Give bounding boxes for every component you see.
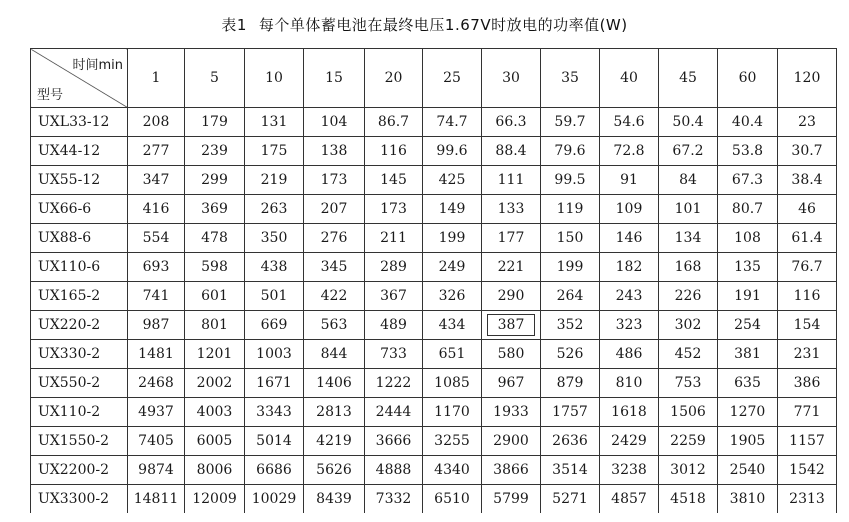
power-value-cell: 369 <box>185 195 245 224</box>
power-value-cell: 425 <box>423 166 482 195</box>
power-value-cell: 74.7 <box>423 108 482 137</box>
power-value-cell: 1406 <box>304 369 365 398</box>
power-value-cell: 753 <box>659 369 718 398</box>
power-value-cell: 3012 <box>659 456 718 485</box>
power-value-cell: 7332 <box>365 485 423 514</box>
power-value-cell: 416 <box>128 195 185 224</box>
power-value-cell: 119 <box>541 195 600 224</box>
power-value-cell: 635 <box>718 369 778 398</box>
model-cell: UXL33-12 <box>31 108 128 137</box>
model-cell: UX66-6 <box>31 195 128 224</box>
power-value-cell: 7405 <box>128 427 185 456</box>
power-value-cell: 179 <box>185 108 245 137</box>
power-value-cell: 987 <box>128 311 185 340</box>
table-row <box>31 398 837 427</box>
model-cell: UX165-2 <box>31 282 128 311</box>
time-header-cell: 10 <box>245 49 304 108</box>
power-value-cell: 4857 <box>600 485 659 514</box>
power-value-cell: 5014 <box>245 427 304 456</box>
power-value-cell: 422 <box>304 282 365 311</box>
power-value-cell: 150 <box>541 224 600 253</box>
power-value-cell: 554 <box>128 224 185 253</box>
power-value-cell: 741 <box>128 282 185 311</box>
table-row <box>31 427 837 456</box>
power-value-cell: 199 <box>541 253 600 282</box>
model-axis-label: 型号 <box>37 88 64 103</box>
power-value-cell: 116 <box>778 282 837 311</box>
power-value-cell: 2900 <box>482 427 541 456</box>
power-value-cell: 108 <box>718 224 778 253</box>
power-value-cell: 177 <box>482 224 541 253</box>
power-value-cell: 243 <box>600 282 659 311</box>
time-header-cell: 25 <box>423 49 482 108</box>
power-value-cell: 1085 <box>423 369 482 398</box>
power-value-cell: 239 <box>185 137 245 166</box>
table-row <box>31 282 837 311</box>
table-row <box>31 195 837 224</box>
table-body <box>31 108 837 514</box>
model-cell: UX1550-2 <box>31 427 128 456</box>
power-value-cell: 434 <box>423 311 482 340</box>
time-header-cell: 15 <box>304 49 365 108</box>
power-value-cell: 173 <box>365 195 423 224</box>
model-cell: UX88-6 <box>31 224 128 253</box>
power-value-cell: 131 <box>245 108 304 137</box>
power-value-cell: 5799 <box>482 485 541 514</box>
power-value-cell: 211 <box>365 224 423 253</box>
power-value-cell: 276 <box>304 224 365 253</box>
power-value-cell: 381 <box>718 340 778 369</box>
power-value-cell: 12009 <box>185 485 245 514</box>
power-value-cell: 66.3 <box>482 108 541 137</box>
power-value-cell: 9874 <box>128 456 185 485</box>
power-value-cell: 80.7 <box>718 195 778 224</box>
time-axis-label: 时间min <box>72 58 123 73</box>
power-value-cell: 6005 <box>185 427 245 456</box>
power-value-cell: 30.7 <box>778 137 837 166</box>
power-value-cell: 601 <box>185 282 245 311</box>
power-value-cell: 145 <box>365 166 423 195</box>
power-value-cell: 1757 <box>541 398 600 427</box>
power-value-cell: 1222 <box>365 369 423 398</box>
time-header-cell: 45 <box>659 49 718 108</box>
power-value-cell: 299 <box>185 166 245 195</box>
power-value-cell: 967 <box>482 369 541 398</box>
power-value-cell: 111 <box>482 166 541 195</box>
power-value-cell: 67.2 <box>659 137 718 166</box>
power-value-cell: 2813 <box>304 398 365 427</box>
power-value-cell: 8006 <box>185 456 245 485</box>
model-cell: UX220-2 <box>31 311 128 340</box>
power-value-cell: 175 <box>245 137 304 166</box>
time-header-cell: 30 <box>482 49 541 108</box>
power-value-cell: 146 <box>600 224 659 253</box>
discharge-power-table <box>30 48 837 513</box>
model-cell: UX550-2 <box>31 369 128 398</box>
time-header-cell: 1 <box>128 49 185 108</box>
power-value-cell: 1506 <box>659 398 718 427</box>
table-caption <box>0 14 849 35</box>
power-value-cell: 350 <box>245 224 304 253</box>
power-value-cell: 2429 <box>600 427 659 456</box>
power-value-cell: 173 <box>304 166 365 195</box>
power-value-cell: 23 <box>778 108 837 137</box>
power-value-cell: 5626 <box>304 456 365 485</box>
power-value-cell: 438 <box>245 253 304 282</box>
model-cell: UX2200-2 <box>31 456 128 485</box>
power-value-cell: 219 <box>245 166 304 195</box>
power-value-cell: 2468 <box>128 369 185 398</box>
table-title: 每个单体蓄电池在最终电压1.67V时放电的功率值(W) <box>258 16 628 34</box>
table-number: 表1 <box>221 16 247 34</box>
table-row <box>31 369 837 398</box>
power-value-cell: 3666 <box>365 427 423 456</box>
power-value-cell: 277 <box>128 137 185 166</box>
power-value-cell: 1270 <box>718 398 778 427</box>
power-value-cell: 3514 <box>541 456 600 485</box>
power-value-cell: 3238 <box>600 456 659 485</box>
table-row <box>31 311 837 340</box>
power-value-cell: 1170 <box>423 398 482 427</box>
power-value-cell: 91 <box>600 166 659 195</box>
table-row <box>31 108 837 137</box>
power-value-cell: 2444 <box>365 398 423 427</box>
power-value-cell: 168 <box>659 253 718 282</box>
power-value-cell: 61.4 <box>778 224 837 253</box>
power-value-cell: 4219 <box>304 427 365 456</box>
time-header-cell: 120 <box>778 49 837 108</box>
power-value-cell: 563 <box>304 311 365 340</box>
power-value-cell: 290 <box>482 282 541 311</box>
model-cell: UX330-2 <box>31 340 128 369</box>
power-value-cell: 526 <box>541 340 600 369</box>
power-value-cell: 133 <box>482 195 541 224</box>
power-value-cell: 1201 <box>185 340 245 369</box>
power-value-cell: 67.3 <box>718 166 778 195</box>
corner-header-cell <box>31 49 128 108</box>
power-value-cell: 264 <box>541 282 600 311</box>
power-value-cell: 88.4 <box>482 137 541 166</box>
power-value-cell: 4003 <box>185 398 245 427</box>
power-value-cell: 135 <box>718 253 778 282</box>
power-value-cell: 3866 <box>482 456 541 485</box>
power-value-cell: 221 <box>482 253 541 282</box>
power-value-cell: 101 <box>659 195 718 224</box>
power-value-cell: 3343 <box>245 398 304 427</box>
power-value-cell: 669 <box>245 311 304 340</box>
power-value-cell: 99.5 <box>541 166 600 195</box>
power-value-cell: 3255 <box>423 427 482 456</box>
power-value-cell: 182 <box>600 253 659 282</box>
power-value-cell: 10029 <box>245 485 304 514</box>
power-value-cell: 138 <box>304 137 365 166</box>
power-value-cell: 1905 <box>718 427 778 456</box>
power-value-cell: 844 <box>304 340 365 369</box>
power-value-cell: 254 <box>718 311 778 340</box>
power-value-cell: 199 <box>423 224 482 253</box>
table-row <box>31 166 837 195</box>
power-value-cell: 326 <box>423 282 482 311</box>
power-value-cell: 801 <box>185 311 245 340</box>
power-value-cell: 14811 <box>128 485 185 514</box>
power-value-cell: 693 <box>128 253 185 282</box>
power-value-cell: 1671 <box>245 369 304 398</box>
power-value-cell: 86.7 <box>365 108 423 137</box>
power-value-cell: 4518 <box>659 485 718 514</box>
model-cell: UX55-12 <box>31 166 128 195</box>
power-value-cell: 879 <box>541 369 600 398</box>
power-value-cell: 46 <box>778 195 837 224</box>
power-value-cell: 2002 <box>185 369 245 398</box>
table-row <box>31 224 837 253</box>
model-cell: UX110-2 <box>31 398 128 427</box>
power-value-cell: 79.6 <box>541 137 600 166</box>
power-value-cell: 207 <box>304 195 365 224</box>
time-header-cell: 40 <box>600 49 659 108</box>
model-cell: UX3300-2 <box>31 485 128 514</box>
power-value-cell: 208 <box>128 108 185 137</box>
table-row <box>31 485 837 514</box>
power-value-cell: 1481 <box>128 340 185 369</box>
power-value-cell: 771 <box>778 398 837 427</box>
power-value-cell: 810 <box>600 369 659 398</box>
time-header-cell: 20 <box>365 49 423 108</box>
power-value-cell: 149 <box>423 195 482 224</box>
time-header-cell: 35 <box>541 49 600 108</box>
power-value-cell: 116 <box>365 137 423 166</box>
power-value-cell: 486 <box>600 340 659 369</box>
power-value-cell: 2636 <box>541 427 600 456</box>
power-value-cell: 104 <box>304 108 365 137</box>
power-value-cell: 4937 <box>128 398 185 427</box>
power-value-cell: 1003 <box>245 340 304 369</box>
power-value-cell: 733 <box>365 340 423 369</box>
power-value-cell: 226 <box>659 282 718 311</box>
power-value-cell: 323 <box>600 311 659 340</box>
power-value-cell: 352 <box>541 311 600 340</box>
power-value-cell: 191 <box>718 282 778 311</box>
power-value-cell: 249 <box>423 253 482 282</box>
power-value-cell: 231 <box>778 340 837 369</box>
model-cell: UX44-12 <box>31 137 128 166</box>
power-value-cell: 38.4 <box>778 166 837 195</box>
power-value-cell: 651 <box>423 340 482 369</box>
power-value-cell: 4340 <box>423 456 482 485</box>
power-value-cell: 53.8 <box>718 137 778 166</box>
power-value-cell: 289 <box>365 253 423 282</box>
table-row <box>31 253 837 282</box>
power-value-cell: 580 <box>482 340 541 369</box>
power-value-cell: 1618 <box>600 398 659 427</box>
power-value-cell: 1157 <box>778 427 837 456</box>
power-value-cell: 40.4 <box>718 108 778 137</box>
power-value-cell: 263 <box>245 195 304 224</box>
power-value-cell: 501 <box>245 282 304 311</box>
time-header-cell: 60 <box>718 49 778 108</box>
power-value-cell: 6686 <box>245 456 304 485</box>
power-value-cell: 3810 <box>718 485 778 514</box>
power-value-cell: 478 <box>185 224 245 253</box>
power-value-cell: 347 <box>128 166 185 195</box>
time-header-cell: 5 <box>185 49 245 108</box>
power-value-cell: 5271 <box>541 485 600 514</box>
power-value-cell: 154 <box>778 311 837 340</box>
power-value-cell: 386 <box>778 369 837 398</box>
power-value-cell: 489 <box>365 311 423 340</box>
power-value-cell: 8439 <box>304 485 365 514</box>
power-value-cell: 2540 <box>718 456 778 485</box>
table-row <box>31 340 837 369</box>
power-value-cell: 59.7 <box>541 108 600 137</box>
power-value-cell: 598 <box>185 253 245 282</box>
power-value-cell: 452 <box>659 340 718 369</box>
power-value-cell: 1933 <box>482 398 541 427</box>
power-value-cell: 302 <box>659 311 718 340</box>
model-cell: UX110-6 <box>31 253 128 282</box>
power-value-cell: 54.6 <box>600 108 659 137</box>
power-value-cell: 2259 <box>659 427 718 456</box>
power-value-cell: 2313 <box>778 485 837 514</box>
highlighted-value-cell <box>482 311 541 340</box>
power-value-cell: 345 <box>304 253 365 282</box>
power-value-cell: 367 <box>365 282 423 311</box>
highlighted-value: 387 <box>487 314 536 336</box>
power-value-cell: 76.7 <box>778 253 837 282</box>
power-value-cell: 50.4 <box>659 108 718 137</box>
power-value-cell: 4888 <box>365 456 423 485</box>
table-row <box>31 137 837 166</box>
power-value-cell: 99.6 <box>423 137 482 166</box>
header-row <box>31 49 837 108</box>
power-value-cell: 84 <box>659 166 718 195</box>
power-value-cell: 134 <box>659 224 718 253</box>
power-value-cell: 1542 <box>778 456 837 485</box>
power-value-cell: 72.8 <box>600 137 659 166</box>
table-row <box>31 456 837 485</box>
power-value-cell: 6510 <box>423 485 482 514</box>
power-value-cell: 109 <box>600 195 659 224</box>
